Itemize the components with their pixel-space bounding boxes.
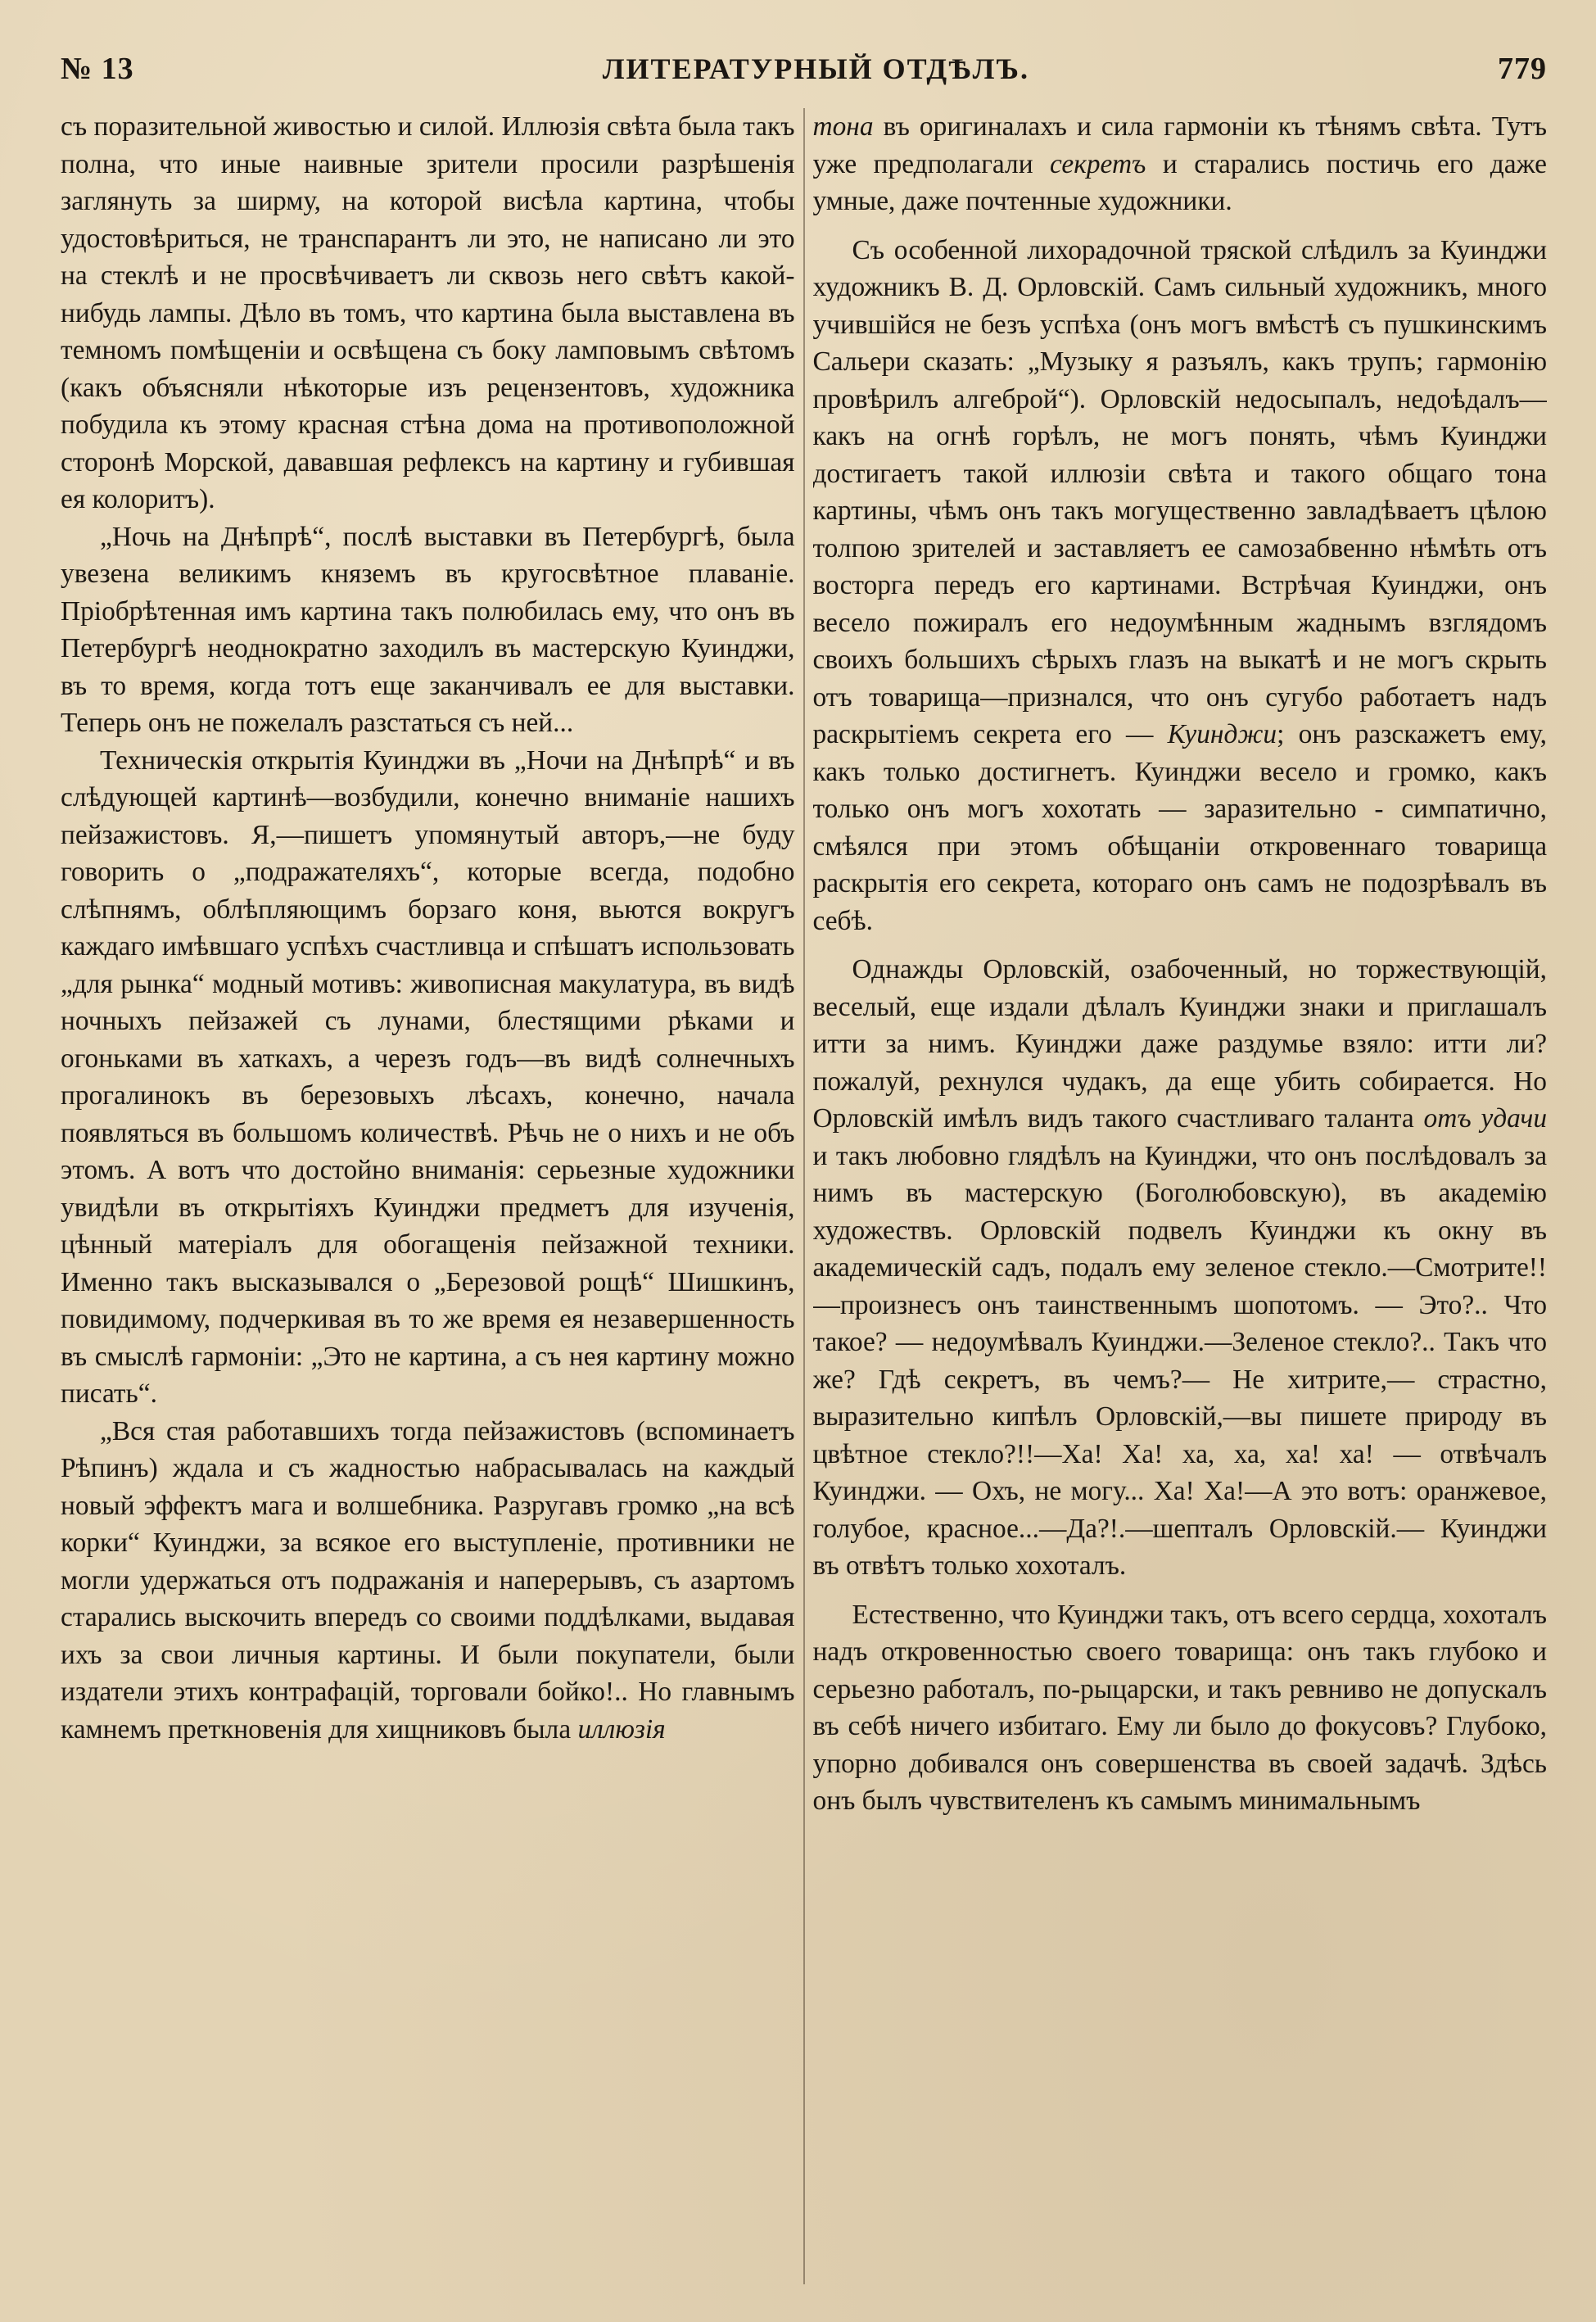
italic-text: иллюзія [577, 1713, 666, 1745]
italic-text: тона [812, 111, 874, 142]
paragraph-text: въ оригиналахъ и сила гармоніи къ тѣнямъ свѣта. Тутъ уже предполагали [812, 111, 1548, 179]
paragraph-text: Техническія открытія Куинджи въ „Ночи на Днѣпрѣ“ и въ слѣдующей картинѣ—возбудили, конечно вниманіе нашихъ пейзажистовъ. Я,—пишетъ упомянутый авторъ,—не буду говорить о „подражателяхъ“, которые всегда, подобно слѣпнямъ, облѣпляющимъ борзаго коня, вьются вокругъ каждаго имѣвшаго успѣхъ счастливца и спѣшатъ использовать „для рынка“ модный мотивъ: живописная макулатура, въ видѣ ночныхъ пейзажей съ лунами, блестящими рѣками и огоньками въ хаткахъ, а черезъ годъ—въ видѣ солнечныхъ прогалинокъ въ березовыхъ лѣсахъ, конечно, начала появляться въ большомъ количествѣ. Рѣчь не о нихъ и не объ этомъ. А вотъ что достойно вниманія: серьезные художники увидѣли въ открытіяхъ Куинджи предметъ для изученія, цѣнный матеріалъ для обогащенія пейзажной техники. Именно такъ высказывался о „Березовой рощѣ“ Шишкинъ, повидимому, подчеркивая въ то же время ея незавершенность въ смыслѣ гармоніи: „Это не картина, а съ нея картину можно писать“. [61, 745, 795, 1409]
page-number: 779 [1498, 52, 1547, 86]
paragraph [61, 518, 795, 742]
paragraph [61, 1413, 795, 1749]
right-column [813, 108, 1548, 2284]
paragraph-text: ; онъ разскажетъ ему, какъ только достигнетъ. Куинджи весело и громко, какъ только онъ могъ хохотать — заразительно - симпатично, смѣялся при этомъ обѣщаніи откровеннаго товарища раскрытія его секрета, котораго онъ самъ не подозрѣвалъ въ себѣ. [812, 719, 1548, 936]
column-divider [803, 108, 805, 2284]
italic-text: Куинджи [1167, 719, 1277, 749]
paragraph-text: Съ особенной лихорадочной тряской слѣдилъ за Куинджи художникъ В. Д. Орловскій. Самъ сильный художникъ, много учившійся не безъ успѣха (онъ могъ вмѣстѣ съ пушкинскимъ Сальери сказать: „Музыку я разъялъ, какъ трупъ; гармонію провѣрилъ алгеброй“). Орловскій недосыпалъ, недоѣдалъ—какъ на огнѣ горѣлъ, не могъ понять, чѣмъ Куинджи достигаетъ такой иллюзіи свѣта и такого общаго тона картины, чѣмъ онъ такъ могущественно завладѣваетъ цѣлою толпою зрителей и заставляетъ ее самозабвенно нѣмѣть отъ восторга передъ его картинами. Встрѣчая Куинджи, онъ весело пожиралъ его недоумѣнным жаднымъ взглядомъ своихъ большихъ сѣрыхъ глазъ на выкатѣ и не могъ скрыть отъ товарища—признался, что онъ сугубо работаетъ надъ раскрытіемъ секрета его — [812, 234, 1548, 749]
paragraph-text: Естественно, что Куинджи такъ, отъ всего сердца, хохоталъ надъ откровенностью своего товарища: онъ такъ глубоко и серьезно работалъ, по-рыцарски, и такъ ревниво не допускалъ въ себѣ ничего избитаго. Ему ли было до фокусовъ? Глубоко, упорно добивался онъ совершенства въ своей задачѣ. Здѣсь онъ былъ чувствителенъ къ самымъ минимальнымъ [812, 1599, 1548, 1816]
paragraph [813, 951, 1548, 1585]
paragraph-text: Однажды Орловскій, озабоченный, но торжествующій, веселый, еще издали дѣлалъ Куинджи знаки и приглашалъ итти за нимъ. Куинджи даже раздумье взяло: итти ли? пожалуй, рехнулся чудакъ, да еще убить собирается. Но Орловскій имѣлъ видъ такого счастливаго таланта [812, 954, 1548, 1134]
paragraph [813, 232, 1548, 940]
paragraph-text: и такъ любовно глядѣлъ на Куинджи, что онъ послѣдовалъ за нимъ въ мастерскую (Боголюбовскую), въ академію художествъ. Орловскій подвелъ Куинджи къ окну въ академическій садъ, подалъ ему зеленое стекло.—Смотрите!!—произнесъ онъ таинственнымъ шопотомъ. — Это?.. Что такое? — недоумѣвалъ Куинджи.—Зеленое стекло?.. Такъ что же? Гдѣ секретъ, въ чемъ?— Не хитрите,— страстно, выразительно кипѣлъ Орловскій,—вы пишете природу въ цвѣтное стекло?!!—Ха! Ха! ха, ха, ха! ха! — отвѣчалъ Куинджи. — Охъ, не могу... Ха! Ха!—А это вотъ: оранжевое, голубое, красное...—Да?!.—шепталъ Орловскій.— Куинджи въ отвѣтъ только хохоталъ. [812, 1140, 1548, 1581]
text-columns [61, 108, 1547, 2284]
paragraph [813, 108, 1548, 220]
paragraph-text: „Ночь на Днѣпрѣ“, послѣ выставки въ Петербургѣ, была увезена великимъ княземъ въ кругосвѣтное плаваніе. Пріобрѣтенная имъ картина такъ полюбилась ему, что онъ въ Петербургѣ неоднократно заходилъ въ мастерскую Куинджи, въ то время, когда тотъ еще заканчивалъ ее для выставки. Теперь онъ не пожелалъ разстаться съ ней... [61, 521, 795, 738]
paragraph-text: съ поразительной живостью и силой. Иллюзія свѣта была такъ полна, что иные наивные зрители просили разрѣшенія заглянуть за ширму, на которой висѣла картина, чтобы удостовѣриться, не транспарантъ ли это, не написано ли это на стеклѣ и не просвѣчиваетъ ли сквозь него свѣтъ какой-нибудь лампы. Дѣло въ томъ, что картина была выставлена въ темномъ помѣщеніи и освѣщена съ боку ламповымъ свѣтомъ (какъ объясняли нѣкоторые изъ рецензентовъ, художника побудила къ этому красная стѣна дома на противоположной сторонѣ Морской, дававшая рефлексъ на картину и губившая ея колоритъ). [61, 111, 795, 514]
italic-text: секретъ [1050, 148, 1146, 179]
paragraph [813, 1596, 1548, 1820]
left-column [61, 108, 795, 2284]
italic-text: отъ удачи [1423, 1103, 1548, 1134]
page-header [61, 51, 1547, 100]
paragraph-text: „Вся стая работавшихъ тогда пейзажистовъ (вспоминаетъ Рѣпинъ) ждала и съ жадностью набрасывалась на каждый новый эффектъ мага и волшебника. Разругавъ громко „на всѣ корки“ Куинджи, за всякое его выступленіе, противники не могли удержаться отъ подражанія и наперерывъ, съ азартомъ старались выскочить впередъ со своими поддѣлками, выдавая ихъ за свои личныя картины. И были покупатели, были издатели этихъ контрафацій, торговали бойко!.. Но главнымъ камнемъ преткновенія для хищниковъ была [61, 1415, 795, 1745]
section-title: ЛИТЕРАТУРНЫЙ ОТДѢЛЪ. [602, 52, 1029, 85]
paragraph [61, 108, 795, 518]
paragraph-text: и старались постичь его даже умные, даже почтенные художники. [812, 148, 1548, 216]
issue-number: № 13 [61, 52, 134, 86]
paragraph [61, 742, 795, 1413]
